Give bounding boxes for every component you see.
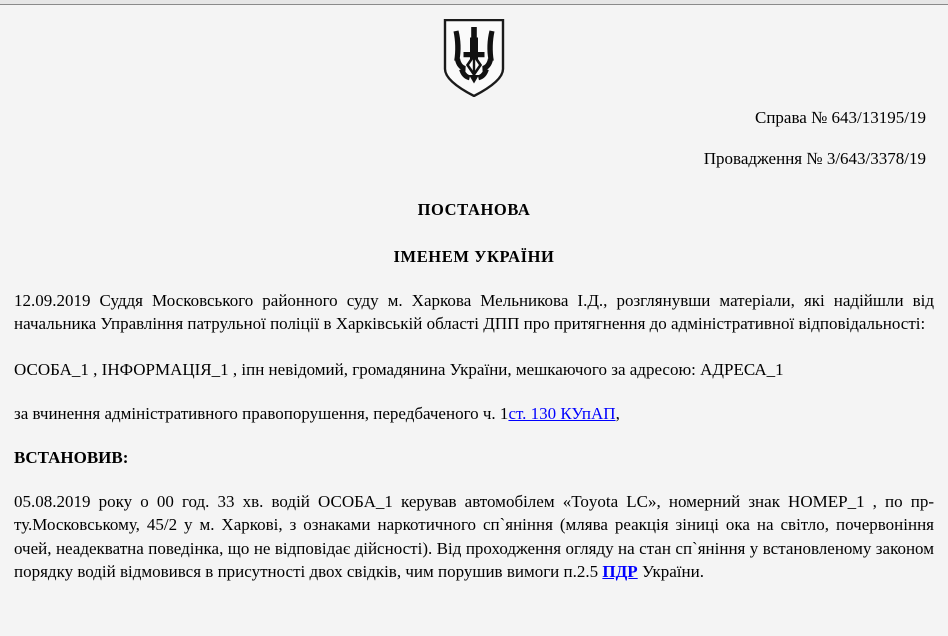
ukraine-trident-icon xyxy=(443,19,505,97)
law-article-link[interactable]: ст. 130 КУпАП xyxy=(508,404,616,423)
facts-paragraph xyxy=(14,490,934,584)
document-title: ПОСТАНОВА xyxy=(417,199,531,219)
offence-text-before-link: за вчинення адміністративного правопорушення, передбаченого ч. 1 xyxy=(14,404,509,423)
established-heading: ВСТАНОВИВ: xyxy=(14,447,129,467)
document-subtitle: ІМЕНЕМ УКРАЇНИ xyxy=(393,246,555,266)
intro-paragraph: 12.09.2019 Суддя Московського районного суду м. Харкова Мельникова І.Д., розглянувши матеріали, які надійшли від начальника Управління патрульної поліції в Харківській області ДПП про притягнення до адміністративної відповідальності: xyxy=(14,290,934,333)
coat-of-arms-container xyxy=(14,5,934,97)
document-body xyxy=(0,5,948,584)
case-number: Справа № 643/13195/19 xyxy=(755,108,926,127)
offence-paragraph xyxy=(14,402,934,426)
facts-text-before-link: 05.08.2019 року о 00 год. 33 хв. водій ОСОБА_1 керував автомобілем «Toyota LC», номерний знак НОМЕР_1 , по пр-ту.Московському, 45/2 у м. Харкові, з ознаками наркотичного сп`яніння (млява реакція зіниці ока на світло, почервоніння очей, неадекватна поведінка, що не відповідає дійсності). Від проходження огляду на стан сп`яніння у встановленому законом порядку водій відмовився в присутності двох свідків, чим порушив вимоги п.2.5 xyxy=(14,491,934,581)
document-page xyxy=(0,4,948,636)
person-paragraph: ОСОБА_1 , ІНФОРМАЦІЯ_1 , іпн невідомий, громадянина України, мешкаючого за адресою: АДРЕСА_1 xyxy=(14,359,784,379)
traffic-rules-link[interactable]: ПДР xyxy=(602,562,638,581)
offence-text-after-link: , xyxy=(615,404,620,423)
proceeding-number: Провадження № 3/643/3378/19 xyxy=(703,149,926,169)
facts-text-after-link: України. xyxy=(637,562,704,581)
